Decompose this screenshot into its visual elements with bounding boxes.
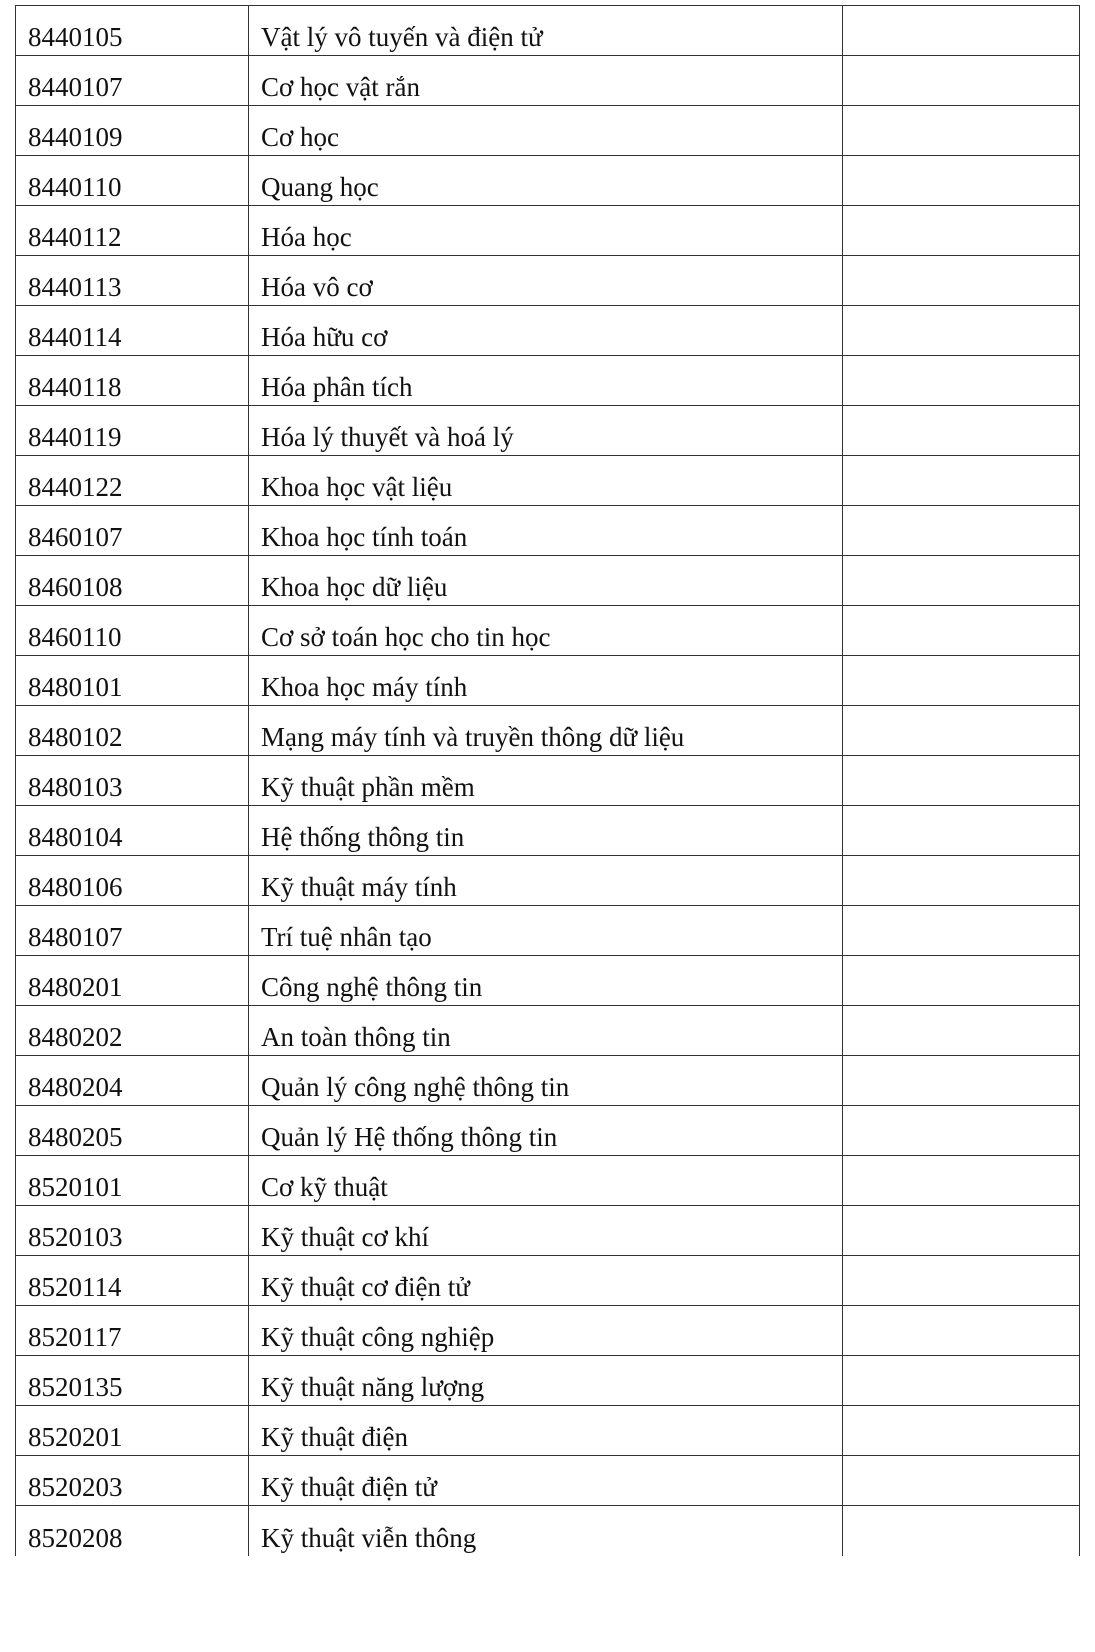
table-row [16, 456, 1080, 506]
table-body [16, 6, 1080, 1556]
note-cell [843, 1256, 1080, 1306]
program-code-cell: 8480204 [16, 1056, 249, 1106]
program-name-cell: Hệ thống thông tin [249, 806, 843, 856]
table-row [16, 206, 1080, 256]
program-name-cell: Kỹ thuật cơ khí [249, 1206, 843, 1256]
table-row [16, 1306, 1080, 1356]
table-row [16, 1406, 1080, 1456]
program-code-cell: 8440118 [16, 356, 249, 406]
table-row [16, 156, 1080, 206]
program-code-cell: 8520135 [16, 1356, 249, 1406]
table-row [16, 406, 1080, 456]
program-name-cell: Cơ sở toán học cho tin học [249, 606, 843, 656]
note-cell [843, 706, 1080, 756]
program-name-cell: Hóa lý thuyết và hoá lý [249, 406, 843, 456]
note-cell [843, 1356, 1080, 1406]
program-code-cell: 8440107 [16, 56, 249, 106]
program-code-cell: 8440109 [16, 106, 249, 156]
table-row [16, 806, 1080, 856]
note-cell [843, 1506, 1080, 1556]
program-code-cell: 8520208 [16, 1506, 249, 1556]
note-cell [843, 806, 1080, 856]
program-code-cell: 8440122 [16, 456, 249, 506]
program-name-cell: Quản lý Hệ thống thông tin [249, 1106, 843, 1156]
program-name-cell: Kỹ thuật điện [249, 1406, 843, 1456]
table-row [16, 1256, 1080, 1306]
table-row [16, 706, 1080, 756]
program-name-cell: Mạng máy tính và truyền thông dữ liệu [249, 706, 843, 756]
table-row [16, 256, 1080, 306]
program-name-cell: Khoa học vật liệu [249, 456, 843, 506]
table-row [16, 756, 1080, 806]
table-row [16, 906, 1080, 956]
note-cell [843, 906, 1080, 956]
program-name-cell: Hóa học [249, 206, 843, 256]
program-code-cell: 8440113 [16, 256, 249, 306]
program-code-cell: 8460107 [16, 506, 249, 556]
table-row [16, 656, 1080, 706]
note-cell [843, 106, 1080, 156]
program-code-cell: 8460110 [16, 606, 249, 656]
note-cell [843, 956, 1080, 1006]
program-name-cell: Cơ học [249, 106, 843, 156]
program-name-cell: Hóa vô cơ [249, 256, 843, 306]
program-code-cell: 8480103 [16, 756, 249, 806]
program-code-cell: 8480104 [16, 806, 249, 856]
note-cell [843, 1406, 1080, 1456]
table-row [16, 6, 1080, 56]
note-cell [843, 1106, 1080, 1156]
note-cell [843, 556, 1080, 606]
program-name-cell: Hóa phân tích [249, 356, 843, 406]
program-code-cell: 8480205 [16, 1106, 249, 1156]
program-name-cell: Cơ học vật rắn [249, 56, 843, 106]
program-name-cell: Kỹ thuật năng lượng [249, 1356, 843, 1406]
program-code-cell: 8440114 [16, 306, 249, 356]
note-cell [843, 6, 1080, 56]
program-code-cell: 8520114 [16, 1256, 249, 1306]
program-code-cell: 8480202 [16, 1006, 249, 1056]
note-cell [843, 1056, 1080, 1106]
program-code-cell: 8520201 [16, 1406, 249, 1456]
note-cell [843, 1206, 1080, 1256]
program-code-cell: 8520203 [16, 1456, 249, 1506]
program-name-cell: Quang học [249, 156, 843, 206]
program-code-cell: 8440119 [16, 406, 249, 456]
note-cell [843, 206, 1080, 256]
table-row [16, 1106, 1080, 1156]
program-name-cell: Khoa học máy tính [249, 656, 843, 706]
program-name-cell: Kỹ thuật điện tử [249, 1456, 843, 1506]
program-name-cell: Công nghệ thông tin [249, 956, 843, 1006]
program-code-cell: 8440112 [16, 206, 249, 256]
note-cell [843, 1006, 1080, 1056]
note-cell [843, 506, 1080, 556]
table-row [16, 1206, 1080, 1256]
note-cell [843, 456, 1080, 506]
program-code-cell: 8480106 [16, 856, 249, 906]
table-row [16, 1156, 1080, 1206]
program-name-cell: Quản lý công nghệ thông tin [249, 1056, 843, 1106]
note-cell [843, 1156, 1080, 1206]
program-name-cell: Cơ kỹ thuật [249, 1156, 843, 1206]
program-code-cell: 8520101 [16, 1156, 249, 1206]
note-cell [843, 856, 1080, 906]
program-name-cell: Kỹ thuật công nghiệp [249, 1306, 843, 1356]
program-code-cell: 8440110 [16, 156, 249, 206]
program-code-cell: 8520103 [16, 1206, 249, 1256]
program-name-cell: Hóa hữu cơ [249, 306, 843, 356]
program-code-cell: 8480102 [16, 706, 249, 756]
program-name-cell: An toàn thông tin [249, 1006, 843, 1056]
program-code-cell: 8520117 [16, 1306, 249, 1356]
note-cell [843, 306, 1080, 356]
program-code-cell: 8480107 [16, 906, 249, 956]
table-row [16, 1356, 1080, 1406]
table-row [16, 56, 1080, 106]
note-cell [843, 406, 1080, 456]
program-name-cell: Vật lý vô tuyến và điện tử [249, 6, 843, 56]
note-cell [843, 1306, 1080, 1356]
program-name-cell: Kỹ thuật viễn thông [249, 1506, 843, 1556]
note-cell [843, 256, 1080, 306]
table-row [16, 856, 1080, 906]
program-code-table [15, 5, 1080, 1556]
table-row [16, 556, 1080, 606]
program-code-cell: 8460108 [16, 556, 249, 606]
table-row [16, 506, 1080, 556]
table-row [16, 606, 1080, 656]
program-code-cell: 8480101 [16, 656, 249, 706]
note-cell [843, 656, 1080, 706]
note-cell [843, 56, 1080, 106]
table-row [16, 1006, 1080, 1056]
program-name-cell: Khoa học tính toán [249, 506, 843, 556]
note-cell [843, 356, 1080, 406]
table-row [16, 106, 1080, 156]
table-row [16, 956, 1080, 1006]
note-cell [843, 756, 1080, 806]
program-name-cell: Khoa học dữ liệu [249, 556, 843, 606]
program-name-cell: Kỹ thuật máy tính [249, 856, 843, 906]
program-code-cell: 8440105 [16, 6, 249, 56]
program-name-cell: Trí tuệ nhân tạo [249, 906, 843, 956]
table-row [16, 306, 1080, 356]
note-cell [843, 1456, 1080, 1506]
table-row [16, 1506, 1080, 1556]
program-name-cell: Kỹ thuật cơ điện tử [249, 1256, 843, 1306]
program-name-cell: Kỹ thuật phần mềm [249, 756, 843, 806]
note-cell [843, 606, 1080, 656]
program-code-cell: 8480201 [16, 956, 249, 1006]
table-row [16, 356, 1080, 406]
table-row [16, 1056, 1080, 1106]
note-cell [843, 156, 1080, 206]
table-row [16, 1456, 1080, 1506]
